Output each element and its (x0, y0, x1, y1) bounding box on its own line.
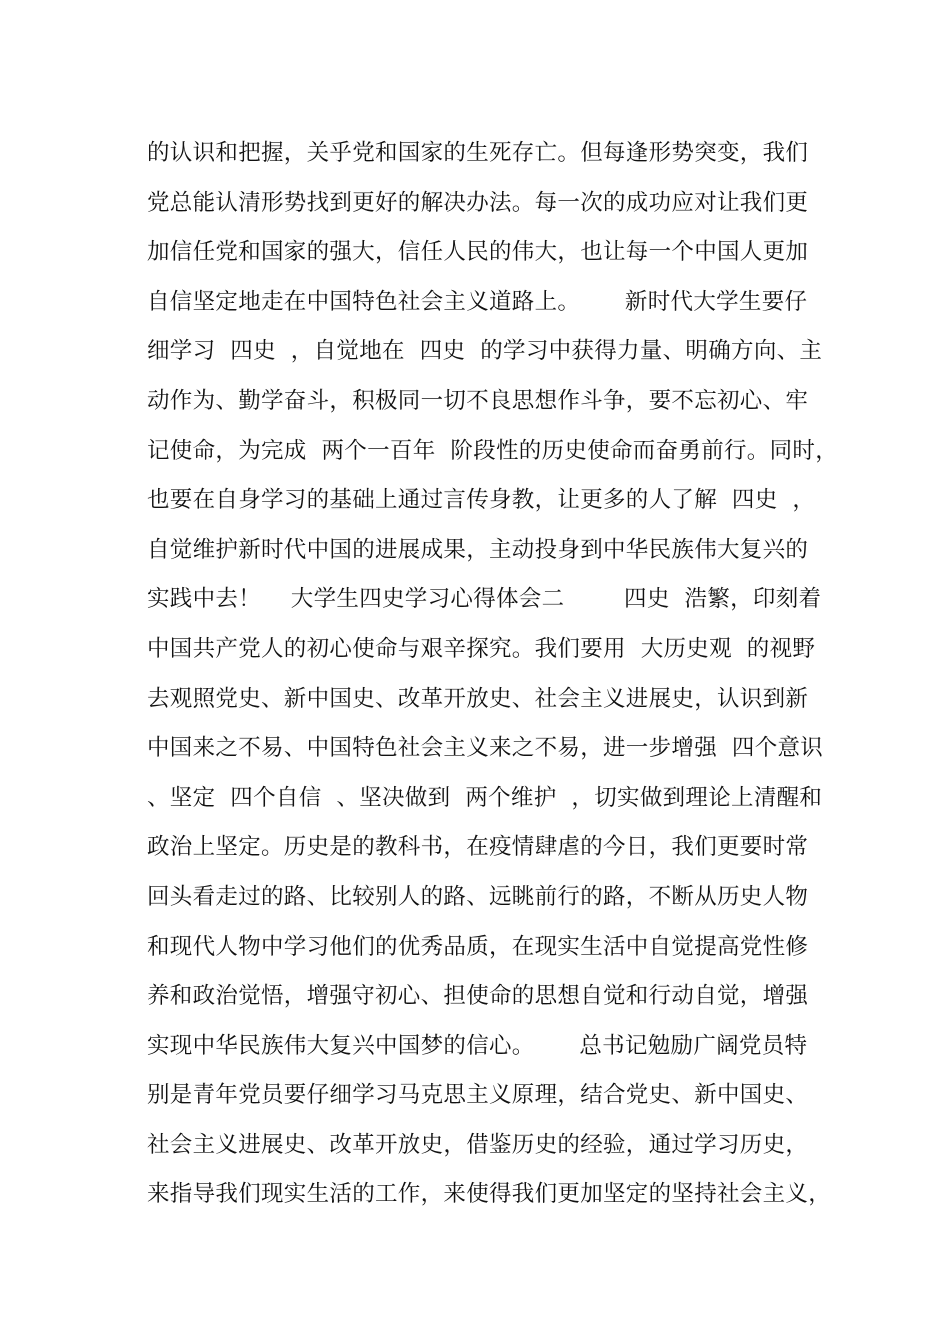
text-line: 政治上坚定。历史是的教科书，在疫情肆虐的今日，我们更要时常 (147, 834, 809, 861)
text-line: 别是青年党员要仔细学习马克思主义原理，结合党史、新中国史、 (147, 1082, 809, 1109)
text-line: 细学习 四史 ，自觉地在 四史 的学习中获得力量、明确方向、主 (147, 338, 823, 365)
text-line: 中国共产党人的初心使命与艰辛探究。我们要用 大历史观 的视野 (147, 635, 816, 662)
text-line: 动作为、勤学奋斗，积极同一切不良思想作斗争，要不忘初心、牢 (147, 387, 809, 414)
text-line: 回头看走过的路、比较别人的路、远眺前行的路，不断从历史人物 (147, 883, 809, 910)
text-line: 记使命，为完成 两个一百年 阶段性的历史使命而奋勇前行。同时， (147, 437, 839, 464)
text-line: 中国来之不易、中国特色社会主义来之不易，进一步增强 四个意识 (147, 735, 824, 762)
text-line: 自觉维护新时代中国的进展成果，主动投身到中华民族伟大复兴的 (147, 536, 809, 563)
text-line: 的认识和把握，关乎党和国家的生死存亡。但每逢形势突变，我们 (147, 140, 809, 166)
text-line: 去观照党史、新中国史、改革开放史、社会主义进展史，认识到新 (147, 685, 809, 712)
text-line: 社会主义进展史、改革开放史，借鉴历史的经验，通过学习历史， (147, 1131, 809, 1158)
text-line: 党总能认清形势找到更好的解决办法。每一次的成功应对让我们更 (147, 189, 809, 216)
text-line: 加信任党和国家的强大，信任人民的伟大，也让每一个中国人更加 (147, 239, 809, 266)
text-line: 和现代人物中学习他们的优秀品质，在现实生活中自觉提高党性修 (147, 933, 809, 960)
text-line: 自信坚定地走在中国特色社会主义道路上。 新时代大学生要仔 (147, 288, 808, 315)
text-line: 、坚定 四个自信 、坚决做到 两个维护 ，切实做到理论上清醒和 (147, 784, 823, 811)
document-body (147, 133, 837, 1224)
text-line: 来指导我们现实生活的工作，来使得我们更加坚定的坚持社会主义， (147, 1181, 832, 1208)
text-line: 实现中华民族伟大复兴中国梦的信心。 总书记勉励广阔党员特 (147, 1032, 808, 1059)
text-line: 养和政治觉悟，增强守初心、担使命的思想自觉和行动自觉，增强 (147, 983, 809, 1010)
text-line: 也要在自身学习的基础上通过言传身教，让更多的人了解 四史 ， (147, 487, 816, 514)
text-line: 实践中去！ 大学生四史学习心得体会二 四史 浩繁，印刻着 (147, 586, 822, 613)
